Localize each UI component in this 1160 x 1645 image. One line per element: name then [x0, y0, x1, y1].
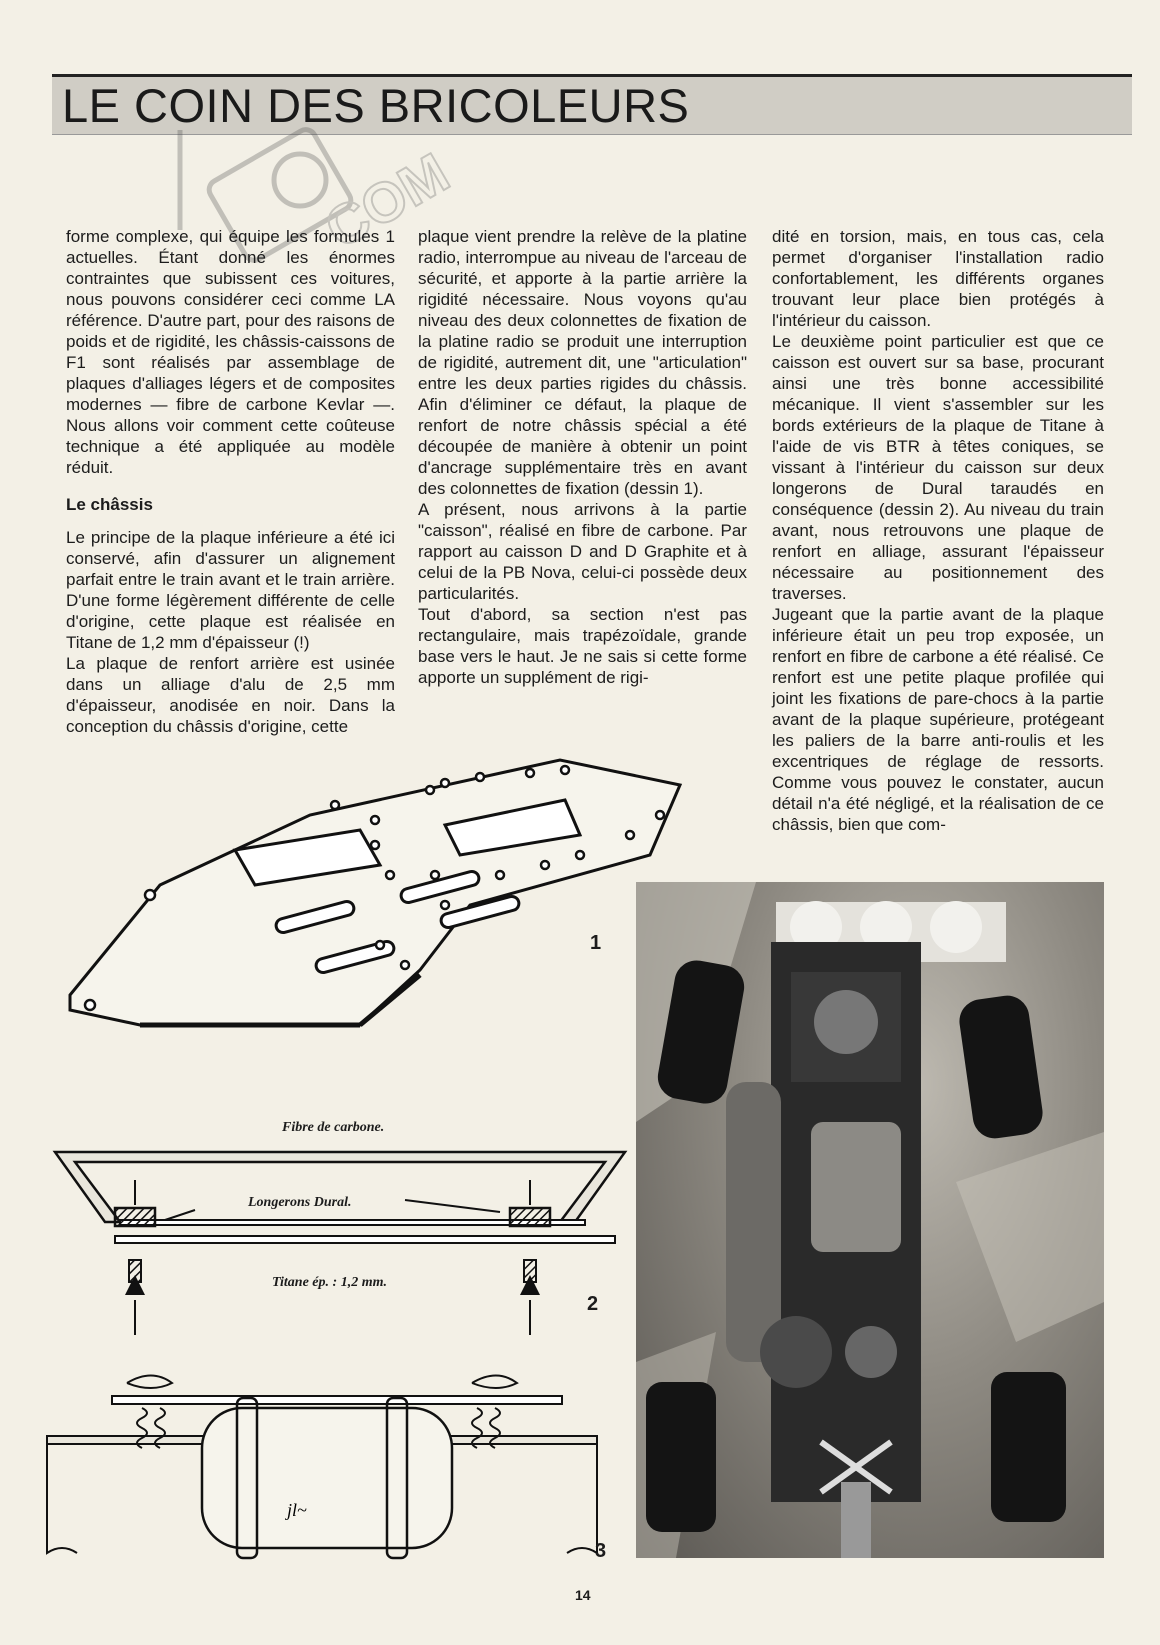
chassis-photo-drawing — [636, 882, 1104, 1558]
paragraph: Jugeant que la partie avant de la plaque inférieure était un peu trop exposée, un renfort en fibre de carbone a été réalisé. Ce renfort est une petite plaque profilée qui joint les fixations de pare-chocs à la partie avant de la plaque supérieure, protégeant les paliers de la barre anti-roulis et les excentriques de réglage de ressorts. Comme vous pouvez le constater, aucun détail n'a été négligé, et la réalisation de ce châssis, bien que com- — [772, 605, 1104, 834]
figure-number-1: 1 — [590, 932, 602, 954]
page-number: 14 — [575, 1587, 591, 1603]
caption-carbon-fiber: Fibre de carbone. — [282, 1120, 385, 1135]
figure-number-3: 3 — [595, 1540, 607, 1562]
paragraph: Tout d'abord, sa section n'est pas rectangulaire, mais trapézoïdale, grande base vers le haut. Je ne sais si cette forme apporte un supplément de rigi- — [418, 605, 747, 687]
drawing-3-tank-mount — [42, 1368, 602, 1568]
text-column-2 — [418, 226, 747, 688]
paragraph: plaque vient prendre la relève de la platine radio, interrompue au niveau de l'arceau de sécurité, et apporte à la partie arrière la rigidité nécessaire. Nous voyons qu'au niveau des deux colonnettes de fixation de la platine radio se produit une interruption de rigidité, autrement dit, une "articulation" entre les deux parties rigides du châssis. Afin d'éliminer ce défaut, la plaque de renfort de notre châssis spécial a été découpée de manière à obtenir un point d'ancrage supplémentaire très en avant des colonnettes de fixation (dessin 1). — [418, 227, 747, 498]
drawing-2-cross-section — [50, 1140, 650, 1340]
text-column-1 — [66, 226, 395, 737]
chassis-photo — [636, 882, 1104, 1558]
drawing-signature: jl~ — [287, 1500, 307, 1520]
paragraph: forme complexe, qui équipe les formules 1 actuelles. Étant donné les énormes contraintes que subissent ces voitures, nous pouvons considérer ceci comme LA référence. D'autre part, pour des raisons de poids et de rigidité, les châssis-caissons de F1 sont réalisés par assemblage de plaques d'alliages légers et de composites modernes — fibre de carbone Kevlar —. Nous allons voir comment cette coûteuse technique a été appliquée au modèle réduit. — [66, 227, 395, 477]
text-column-3 — [772, 226, 1104, 835]
paragraph: Le principe de la plaque inférieure a été ici conservé, afin d'assurer un alignement parfait entre le train avant et le train arrière. D'une forme légèrement différente de celle d'origine, cette plaque est réalisée en Titane de 1,2 mm d'épaisseur (!) — [66, 528, 395, 652]
drawing-1-chassis-plate — [60, 755, 720, 1035]
page-title: LE COIN DES BRICOLEURS — [62, 79, 690, 132]
paragraph: A présent, nous arrivons à la partie "caisson", réalisé en fibre de carbone. Par rapport au caisson D and D Graphite et à celui de la PB Nova, celui-ci possède deux particularités. — [418, 500, 747, 603]
paragraph: Le deuxième point particulier est que ce caisson est ouvert sur sa base, procurant ainsi une très bonne accessibilité mécanique. Il vient s'assembler sur les bords extérieurs de la plaque de Titane à l'aide de vis BTR à têtes coniques, se vissant à l'intérieur du caisson sur deux longerons de Dural taraudés en conséquence (dessin 2). Au niveau du train avant, nous retrouvons une plaque de renfort en alliage, assurant l'épaisseur nécessaire au positionnement des traverses. — [772, 332, 1104, 603]
paragraph: La plaque de renfort arrière est usinée dans un alliage d'alu de 2,5 mm d'épaisseur, anodisée en noir. Dans la conception du châssis d'origine, cette — [66, 654, 395, 736]
caption-titanium: Titane ép. : 1,2 mm. — [272, 1275, 387, 1290]
caption-dural-rails: Longerons Dural. — [248, 1195, 352, 1210]
section-heading: Le châssis — [66, 495, 153, 514]
watermark-text: COM — [314, 140, 460, 261]
figure-number-2: 2 — [587, 1293, 599, 1315]
paragraph: dité en torsion, mais, en tous cas, cela permet d'organiser l'installation radio confortablement, les différents organes trouvant leur place bien protégés à l'intérieur du caisson. — [772, 227, 1104, 330]
